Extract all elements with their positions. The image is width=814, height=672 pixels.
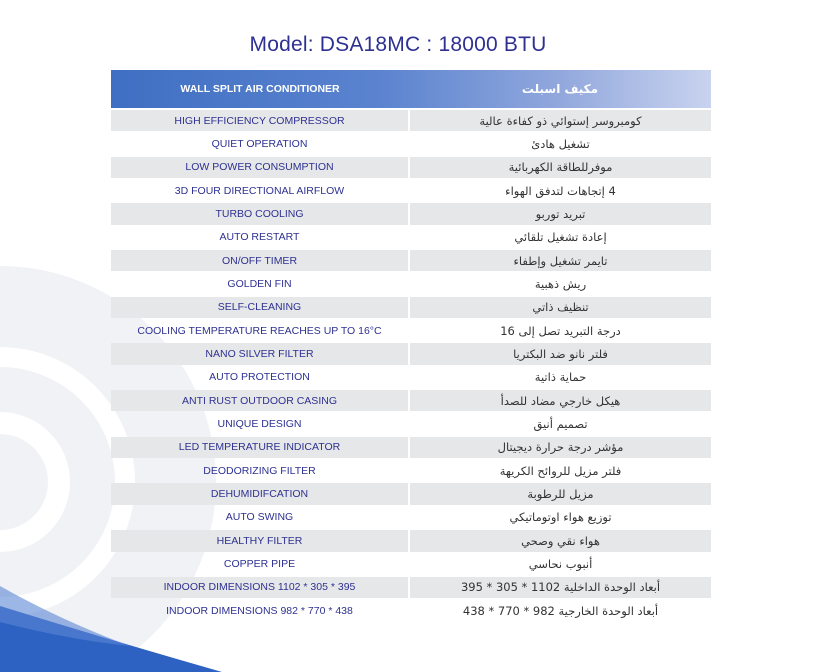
feature-english: HIGH EFFICIENCY COMPRESSOR bbox=[111, 110, 408, 132]
feature-english: ANTI RUST OUTDOOR CASING bbox=[111, 390, 408, 412]
feature-arabic: أبعاد الوحدة الخارجية 982 * 770 * 438 bbox=[462, 603, 659, 618]
table-row bbox=[111, 180, 711, 202]
feature-arabic: هيكل خارجي مضاد للصدأ bbox=[410, 390, 711, 412]
feature-arabic: تايمر تشغيل وإطفاء bbox=[410, 250, 711, 272]
feature-english: HEALTHY FILTER bbox=[111, 530, 408, 552]
table-row bbox=[111, 530, 711, 552]
feature-arabic: تنظيف ذاتي bbox=[410, 297, 711, 319]
table-row bbox=[111, 157, 711, 179]
feature-english: LOW POWER CONSUMPTION bbox=[111, 157, 408, 179]
table-row bbox=[111, 483, 711, 505]
feature-english: SELF-CLEANING bbox=[111, 297, 408, 319]
feature-arabic: ريش ذهبية bbox=[534, 277, 587, 291]
feature-english: COOLING TEMPERATURE REACHES UP TO 16°C bbox=[137, 324, 382, 337]
header-arabic: مكيف اسبلت bbox=[521, 82, 599, 96]
table-row bbox=[111, 297, 711, 319]
feature-english: ON/OFF TIMER bbox=[111, 250, 408, 272]
table-row bbox=[111, 203, 711, 225]
feature-arabic: 4 إتجاهات لتدفق الهواء bbox=[505, 183, 616, 198]
feature-english: AUTO SWING bbox=[225, 511, 294, 524]
table-row bbox=[111, 437, 711, 459]
feature-english: NANO SILVER FILTER bbox=[111, 343, 408, 365]
feature-english: COPPER PIPE bbox=[223, 558, 296, 571]
table-row bbox=[111, 577, 711, 599]
feature-english: DEHUMIDIFCATION bbox=[111, 483, 408, 505]
table-row bbox=[111, 133, 711, 155]
feature-arabic: مؤشر درجة حرارة ديجيتال bbox=[410, 437, 711, 459]
table-row bbox=[111, 390, 711, 412]
feature-arabic: أبعاد الوحدة الداخلية 1102 * 305 * 395 bbox=[410, 577, 711, 599]
feature-english: 3D FOUR DIRECTIONAL AIRFLOW bbox=[174, 184, 345, 197]
feature-arabic: فلتر نانو ضد البكتريا bbox=[410, 343, 711, 365]
table-row bbox=[111, 600, 711, 622]
table-row bbox=[111, 320, 711, 342]
model-title: Model: DSA18MC : 18000 BTU bbox=[249, 33, 547, 56]
table-row bbox=[111, 367, 711, 389]
feature-arabic: حماية ذاتية bbox=[534, 370, 587, 385]
feature-arabic: درجة التبريد تصل إلى 16 bbox=[500, 323, 621, 338]
feature-english: UNIQUE DESIGN bbox=[217, 418, 302, 431]
feature-english: INDOOR DIMENSIONS 982 * 770 * 438 bbox=[166, 604, 353, 617]
feature-arabic: مزيل للرطوبة bbox=[410, 483, 711, 505]
spec-table bbox=[111, 70, 711, 622]
table-row bbox=[111, 460, 711, 482]
feature-arabic: تبريد توربو bbox=[410, 203, 711, 225]
feature-english: AUTO RESTART bbox=[219, 231, 300, 244]
table-row bbox=[111, 250, 711, 272]
table-row bbox=[111, 343, 711, 365]
feature-arabic: إعادة تشغيل تلقائي bbox=[514, 230, 607, 245]
feature-arabic: كومبروسر إستوائي ذو كفاءة عالية bbox=[410, 110, 711, 132]
feature-english: GOLDEN FIN bbox=[227, 278, 292, 290]
header-english: WALL SPLIT AIR CONDITIONER bbox=[180, 83, 340, 95]
table-row bbox=[111, 273, 711, 295]
feature-arabic: فلتر مزيل للروائح الكريهة bbox=[499, 463, 622, 478]
feature-arabic: هواء نقي وصحي bbox=[410, 530, 711, 552]
table-row bbox=[111, 110, 711, 132]
feature-english: LED TEMPERATURE INDICATOR bbox=[111, 437, 408, 459]
feature-english: QUIET OPERATION bbox=[211, 137, 308, 150]
table-row bbox=[111, 227, 711, 249]
feature-arabic: تصميم أنيق bbox=[533, 417, 588, 432]
feature-arabic: موفرللطاقة الكهربائية bbox=[410, 157, 711, 179]
table-row bbox=[111, 507, 711, 529]
feature-english: AUTO PROTECTION bbox=[209, 371, 310, 384]
feature-arabic: تشغيل هادئ bbox=[531, 136, 590, 151]
feature-english: TURBO COOLING bbox=[111, 203, 408, 225]
feature-arabic: أنبوب نحاسي bbox=[528, 557, 593, 572]
table-row bbox=[111, 413, 711, 435]
feature-arabic: توزيع هواء اوتوماتيكي bbox=[509, 510, 612, 525]
feature-english: DEODORIZING FILTER bbox=[203, 464, 316, 477]
table-header bbox=[111, 70, 711, 108]
feature-english: INDOOR DIMENSIONS 1102 * 305 * 395 bbox=[111, 577, 408, 599]
table-row bbox=[111, 553, 711, 575]
